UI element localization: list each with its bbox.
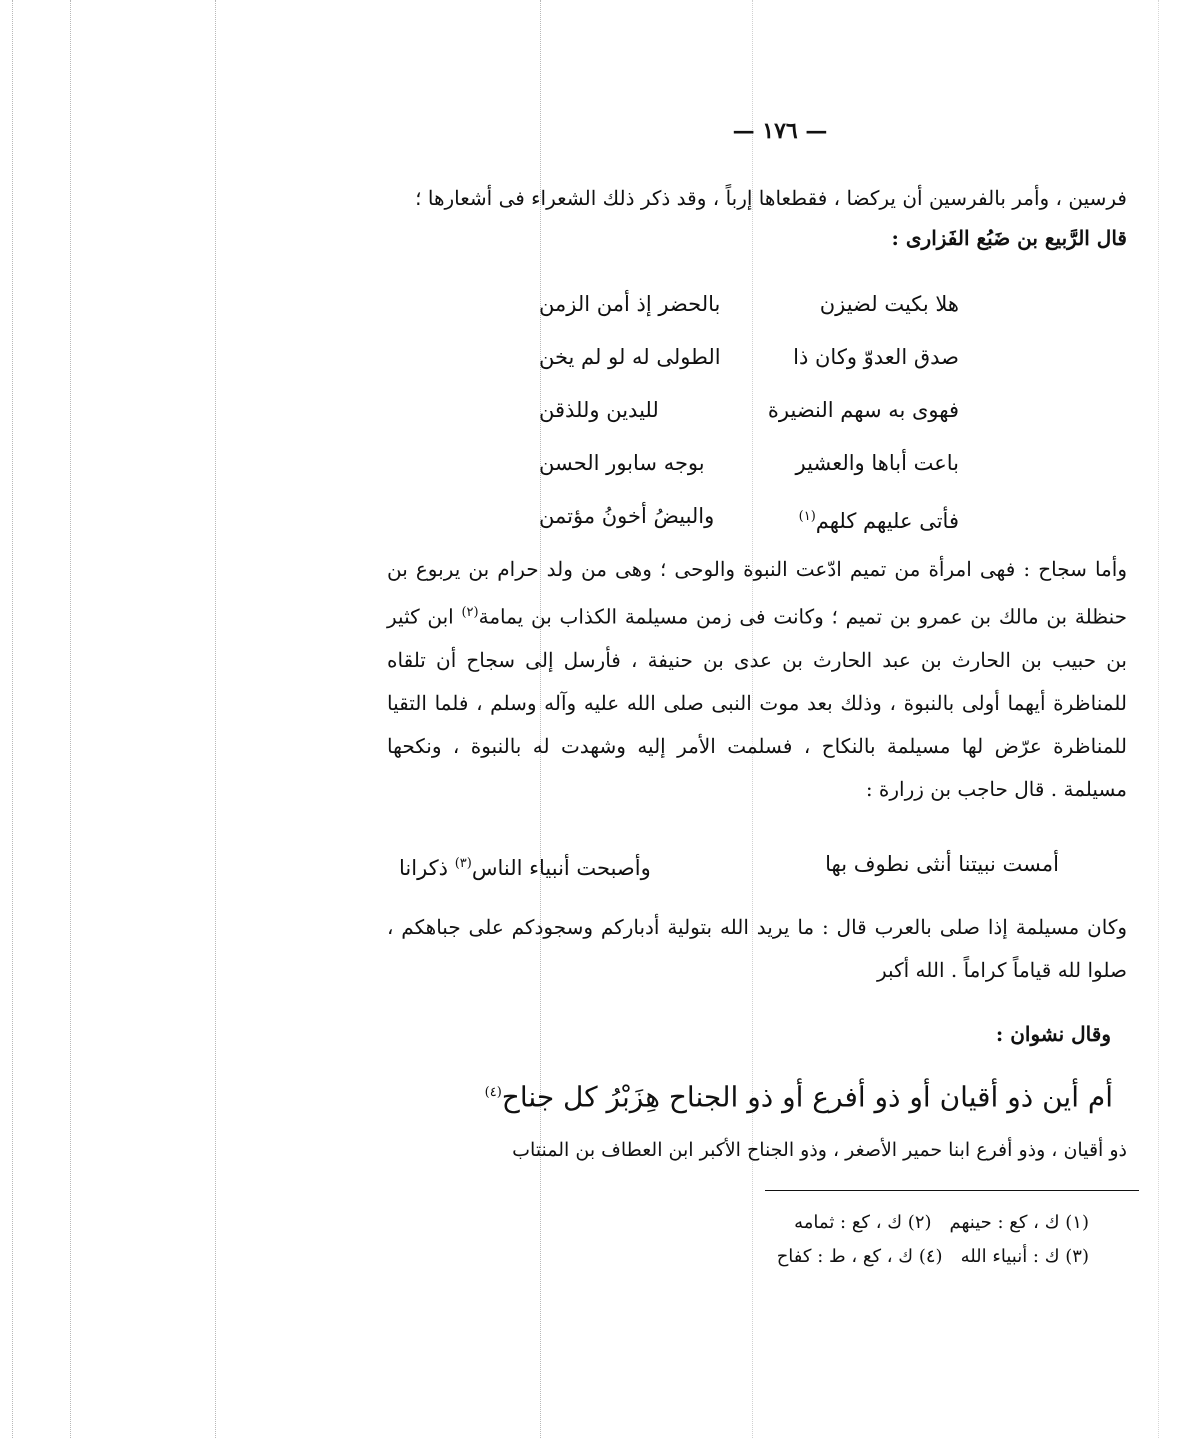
paragraph-4: وقال نشوان : [995,1022,1111,1046]
hemistich-right: فهوى به سهم النضيرة [767,398,959,422]
verse-nashwan-text: أم أين ذو أقيان أو ذو أفرع أو ذو الجناح هِزَبْرُ كل جناح [501,1080,1113,1114]
footnote: (١) ك ، كع : حينهم [949,1212,1089,1233]
footnote-rule [765,1190,1139,1191]
paragraph-1-text: فرسين ، وأمر بالفرسين أن يركضا ، فقطعاها إرباً ، وقد ذكر ذلك الشعراء فى أشعارها ؛ [415,186,1127,210]
paragraph-2-text: وأما سجاح : فهى امرأة من تميم ادّعت النبوة والوحى ؛ وهى من ولد حرام بن يربوع بن حنظلة بن مالك بن عمرو بن تميم ؛ وكانت فى زمن مسيلمة الكذاب بن يمامة [387,557,1127,629]
verse-nashwan [373,1066,1113,1124]
hemistich-right-text: فأتى عليهم كلهم [815,509,959,533]
hemistich-left: لليدين وللذقن [539,398,659,422]
poem-verse [539,490,959,543]
hemistich-left: والبيضُ أخونُ مؤتمن [539,504,715,528]
hemistich-right: صدق العدوّ وكان ذا [793,345,959,369]
margin-guide [215,0,216,1438]
hemistich-left-end: ذكرانا [399,856,449,880]
verse-hajib [399,840,1059,892]
poem-verse [539,384,959,437]
page-number: — ١٧٦ — [732,118,828,144]
hemistich-left: بوجه سابور الحسن [539,451,705,475]
hemistich-right [799,490,959,543]
margin-guide [70,0,71,1438]
paragraph-2 [387,548,1127,811]
footnote-line [609,1206,1089,1240]
footnote-ref: (٢) [461,605,479,620]
poem [539,278,959,543]
footnote: (٤) ك ، كع ، ط : كفاح [776,1246,943,1267]
footnote-line [609,1240,1089,1274]
paragraph-1 [367,178,1127,258]
hemistich-left: بالحضر إذ أمن الزمن [539,292,721,316]
paragraph-5: ذو أقيان ، وذو أفرع ابنا حمير الأصغر ، وذو الجناح الأكبر ابن العطاف بن المنتاب [512,1139,1127,1161]
footnote-ref: (٣) [454,856,472,871]
hemistich-left [399,840,651,892]
hemistich-left-text: وأصبحت أنبياء الناس [471,856,651,880]
hemistich-right: أمست نبيتنا أنثى نطوف بها [825,852,1059,876]
margin-guide [1158,0,1159,1438]
poem-verse [539,437,959,490]
margin-guide [12,0,13,1438]
paragraph-3: وكان مسيلمة إذا صلى بالعرب قال : ما يريد الله بتولية أدباركم وسجودكم على جباهكم ، صلوا لله قياماً كراماً . الله أكبر [387,915,1127,982]
hemistich-right: هلا بكيت لضيزن [819,292,959,316]
poem-verse [539,278,959,331]
footnote-ref: (١) [798,509,816,524]
footnotes [609,1206,1089,1274]
footnote: (٣) ك : أنبياء الله [960,1246,1089,1267]
hemistich-left: الطولى له لو لم يخن [539,345,721,369]
poem-intro: قال الرَّبيع بن ضَبُع الفَزارى : [891,226,1127,250]
footnote-ref: (٤) [484,1085,502,1100]
paragraph-2-continuation: ابن كثير بن حبيب بن الحارث بن عبد الحارث بن عدى بن حنيفة ، فأرسل إلى سجاح أن تلقاه للمناظرة أيهما أولى بالنبوة ، وذلك بعد موت النبى صلى الله عليه وآله وسلم ، فلما التقيا للمناظرة عرّض لها مسيلمة بالنكاح ، فسلمت الأمر إليه وشهدت له بالنبوة ، ونكحها مسيلمة . قال حاجب بن زرارة : [387,604,1128,801]
hemistich-right: باعت أباها والعشير [795,451,959,475]
poem-verse [539,331,959,384]
footnote: (٢) ك ، كع : ثمامه [794,1212,932,1233]
